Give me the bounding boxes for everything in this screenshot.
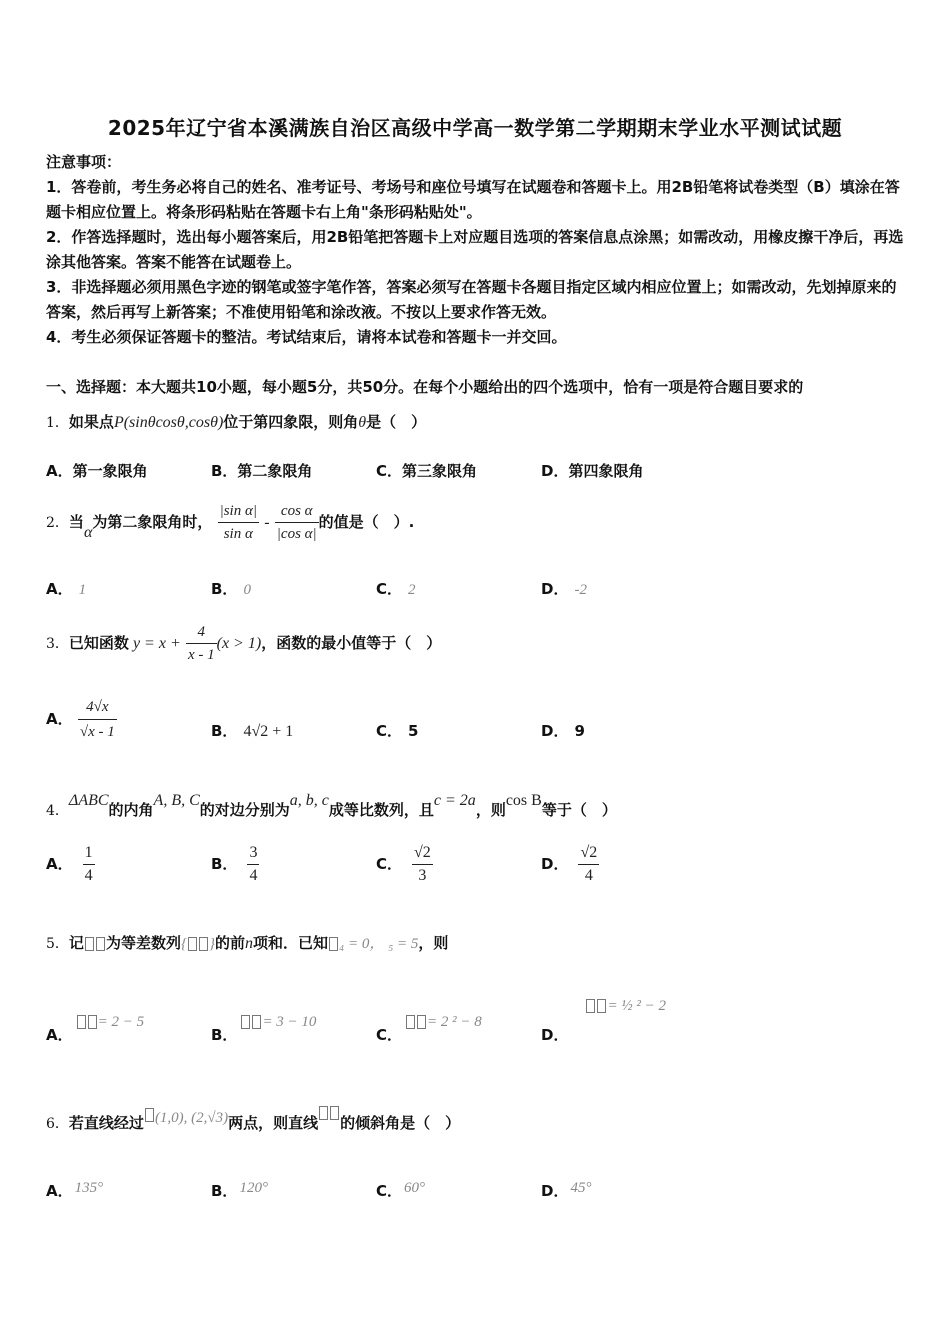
option-a[interactable]: A． 1 — [46, 580, 87, 598]
question-number: 2． — [46, 515, 69, 531]
question-number: 6． — [46, 1116, 69, 1132]
fraction: $\frac{\text{cos α}}{\text{|cos α|}}$ — [275, 500, 319, 545]
option-d[interactable]: D．第四象限角 — [541, 462, 644, 480]
option-a[interactable]: A．= 2 − 5 — [46, 1014, 145, 1044]
option-b[interactable]: B． 0 — [211, 580, 251, 598]
fraction: $\frac{\text{|sin α|}}{\text{sin α}}$ — [218, 500, 259, 545]
question-number: 5． — [46, 936, 69, 952]
question-number: 1． — [46, 415, 69, 431]
notice-heading: 注意事项： — [46, 153, 122, 171]
question-5: 5．记 为等差数列{ }的前n项和．已知 ₄ = 0， ₅ = 5，则 — [46, 934, 449, 952]
option-a[interactable]: A．第一象限角 — [46, 462, 148, 480]
option-d[interactable]: D． $\frac{√2}{4}$ — [541, 842, 599, 887]
question-4: 4．ΔABC的内角A, B, C的对边分别为a, b, c成等比数列，且c = 2a，则cos B等于（ ） — [46, 792, 617, 819]
option-b[interactable]: B． $\frac{3}{4}$ — [211, 842, 259, 887]
option-c[interactable]: C． 60° — [376, 1180, 426, 1200]
option-c[interactable]: C．第三象限角 — [376, 462, 478, 480]
option-a[interactable]: A． $\frac{1}{4}$ — [46, 842, 95, 887]
option-c[interactable]: C． $\frac{√2}{3}$ — [376, 842, 433, 887]
option-d[interactable]: D． 9 — [541, 722, 585, 740]
option-d[interactable]: D． -2 — [541, 580, 587, 598]
option-b[interactable]: B． 4√2 + 1 — [211, 722, 294, 740]
option-b[interactable]: B．= 3 − 10 — [211, 1014, 317, 1044]
math-expression: P(sinθcosθ,cosθ) — [113, 414, 224, 431]
notice-item-4: 4．考生必须保证答题卡的整洁。考试结束后，请将本试卷和答题卡一并交回。 — [46, 328, 567, 346]
question-number: 3． — [46, 636, 69, 652]
question-3: 3．已知函数 y = x + $\frac{4}{x - 1}$ (x > 1)，函数的最小值等于（ ） — [46, 612, 441, 675]
option-a[interactable]: A． $\frac{4√x}{√x - 1}$ — [46, 695, 117, 744]
notice-item-2: 2．作答选择题时，选出每小题答案后，用2B铅笔把答题卡上对应题目选项的答案信息点涂黑；如需改动，用橡皮擦干净后，再选涂其他答案。答案不能答在试题卷上。 — [46, 228, 904, 271]
option-d[interactable]: D．= ½ ² − 2 — [541, 998, 666, 1044]
notice-item-1: 1．答卷前，考生务必将自己的姓名、准考证号、考场号和座位号填写在试题卷和答题卡上。用2B铅笔将试卷类型（B）填涂在答题卡相应位置上。将条形码粘贴在答题卡右上角"条形码粘贴处"。 — [46, 178, 900, 221]
option-d[interactable]: D． 45° — [541, 1180, 592, 1200]
option-b[interactable]: B．第二象限角 — [211, 462, 313, 480]
option-a[interactable]: A． 135° — [46, 1180, 104, 1200]
question-1: 1．如果点P(sinθcosθ,cosθ)位于第四象限，则角θ是（ ） — [46, 413, 427, 431]
page-title: 2025年辽宁省本溪满族自治区高级中学高一数学第二学期期末学业水平测试试题 — [107, 116, 843, 140]
question-number: 4． — [46, 803, 69, 819]
option-c[interactable]: C． 5 — [376, 722, 419, 740]
option-c[interactable]: C．= 2 ² − 8 — [376, 1014, 482, 1044]
fraction: $\frac{4}{x - 1}$ — [186, 621, 217, 666]
option-c[interactable]: C． 2 — [376, 580, 416, 598]
option-b[interactable]: B． 120° — [211, 1180, 268, 1200]
section-heading: 一、选择题：本大题共10小题，每小题5分，共50分。在每个小题给出的四个选项中，恰有一项是符合题目要求的 — [46, 378, 804, 396]
question-6: 6．若直线经过 (1,0), (2,√3)两点，则直线 的倾斜角是（ ） — [46, 1106, 460, 1133]
notice-item-3: 3．非选择题必须用黑色字迹的钢笔或签字笔作答，答案必须写在答题卡各题目指定区域内相应位置上；如需改动，先划掉原来的答案，然后再写上新答案；不准使用铅笔和涂改液。不按以上要求作答无效。 — [46, 278, 897, 321]
question-2: 2．当α为第二象限角时， $\frac{\text{|sin α|}}{\text{sin α}}$ - $\frac{\text{cos α}}{\text{|cos α|}}$ 的值是（ ）. — [46, 492, 414, 563]
